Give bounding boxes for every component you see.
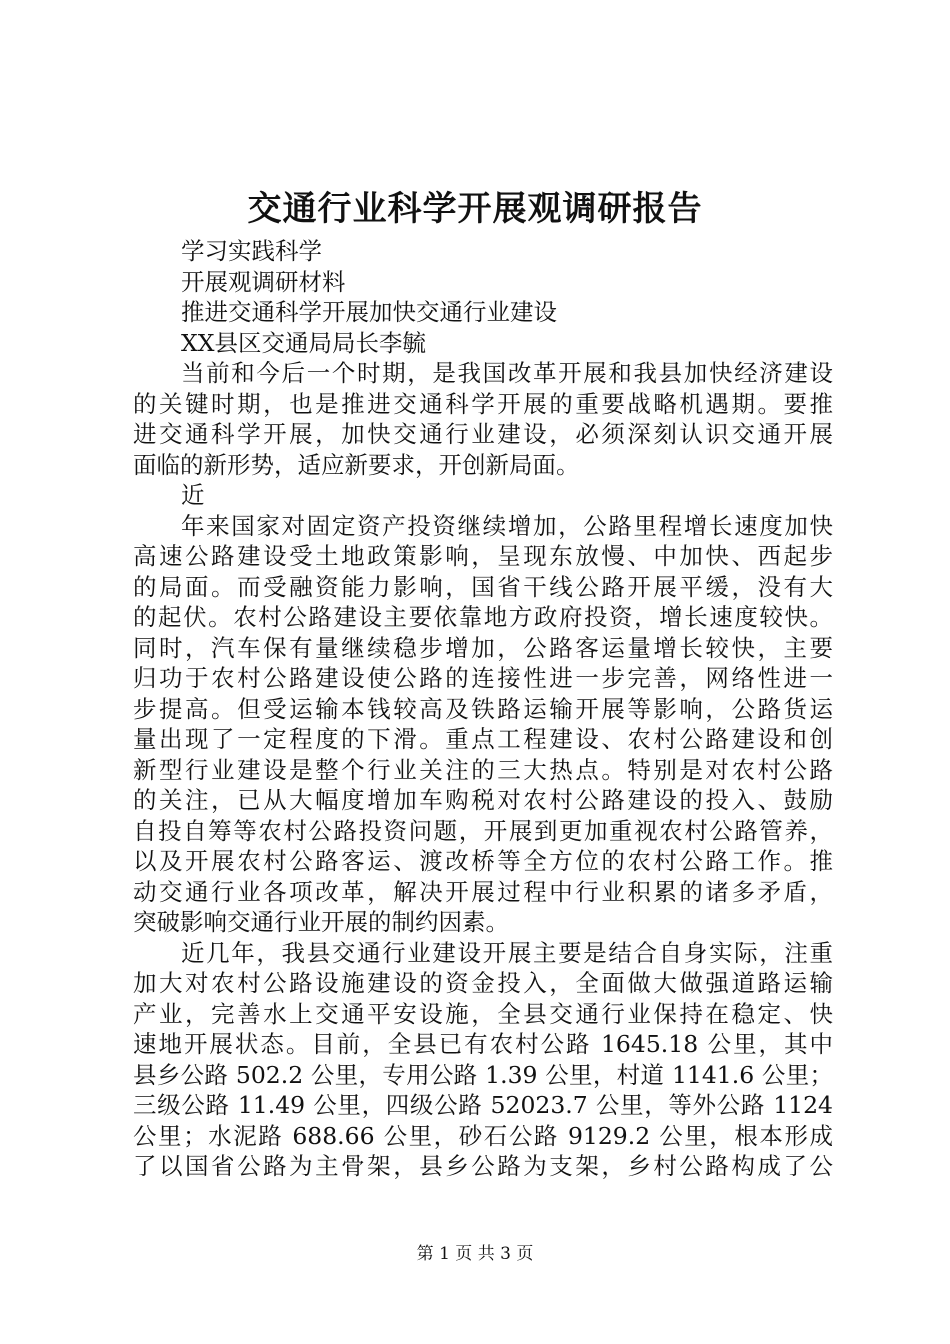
text-line: 速地开展状态。目前，全县已有农村公路 1645.18 公里，其中: [133, 1030, 833, 1058]
text-line: 同时，汽车保有量继续稳步增加，公路客运量增长较快，主要: [133, 633, 833, 662]
text-line: 三级公路 11.49 公里，四级公路 52023.7 公里，等外公路 1124: [133, 1091, 833, 1119]
text-line: 进交通科学开展，加快交通行业建设，必须深刻认识交通开展: [133, 420, 833, 448]
text-line: 县乡公路 502.2 公里，专用公路 1.39 公里，村道 1141.6 公里；: [133, 1060, 833, 1089]
text-line: 归功于农村公路建设使公路的连接性进一步完善，网络性进一: [133, 664, 833, 692]
text-line: 加大对农村公路设施建设的资金投入，全面做大做强道路运输: [133, 969, 833, 997]
text-line: 近几年，我县交通行业建设开展主要是结合自身实际，注重: [181, 938, 833, 967]
text-line: 步提高。但受运输本钱较高及铁路运输开展等影响，公路货运: [133, 694, 833, 723]
text-line: 的起伏。农村公路建设主要依靠地方政府投资，增长速度较快。: [133, 603, 833, 631]
text-line: 了以国省公路为主骨架，县乡公路为支架，乡村公路构成了公: [133, 1152, 833, 1180]
text-line: 推进交通科学开展加快交通行业建设: [181, 298, 557, 326]
text-line: 高速公路建设受土地政策影响，呈现东放慢、中加快、西起步: [133, 542, 833, 570]
text-line: 开展观调研材料: [181, 267, 346, 296]
text-line: 产业，完善水上交通平安设施，全县交通行业保持在稳定、快: [133, 999, 833, 1028]
text-line: 近: [181, 481, 205, 509]
text-line: 动交通行业各项改革，解决开展过程中行业积累的诸多矛盾，: [133, 877, 833, 906]
document-body: [133, 236, 833, 1182]
text-line: 的局面。而受融资能力影响，国省干线公路开展平缓，没有大: [133, 572, 833, 601]
text-line: 学习实践科学: [181, 237, 322, 265]
text-line: 自投自筹等农村公路投资问题，开展到更加重视农村公路管养，: [133, 816, 833, 845]
text-line: 量出现了一定程度的下滑。重点工程建设、农村公路建设和创: [133, 725, 833, 753]
text-line: 新型行业建设是整个行业关注的三大热点。特别是对农村公路: [133, 755, 833, 784]
text-line: 的关键时期，也是推进交通科学开展的重要战略机遇期。要推: [133, 389, 833, 418]
text-line: XX县区交通局局长李毓: [181, 328, 426, 357]
document-title: 交通行业科学开展观调研报告: [247, 189, 703, 229]
text-line: 面临的新形势，适应新要求，开创新局面。: [133, 450, 580, 479]
text-line: 的关注，已从大幅度增加车购税对农村公路建设的投入、鼓励: [133, 786, 833, 814]
text-line: 年来国家对固定资产投资继续增加，公路里程增长速度加快: [181, 511, 833, 540]
text-line: 公里；水泥路 688.66 公里，砂石公路 9129.2 公里，根本形成: [133, 1121, 833, 1150]
page-number-footer: 第 1 页 共 3 页: [416, 1244, 534, 1264]
text-line: 突破影响交通行业开展的制约因素。: [133, 908, 509, 936]
text-line: 当前和今后一个时期，是我国改革开展和我县加快经济建设: [181, 359, 833, 387]
text-line: 以及开展农村公路客运、渡改桥等全方位的农村公路工作。推: [133, 847, 833, 875]
